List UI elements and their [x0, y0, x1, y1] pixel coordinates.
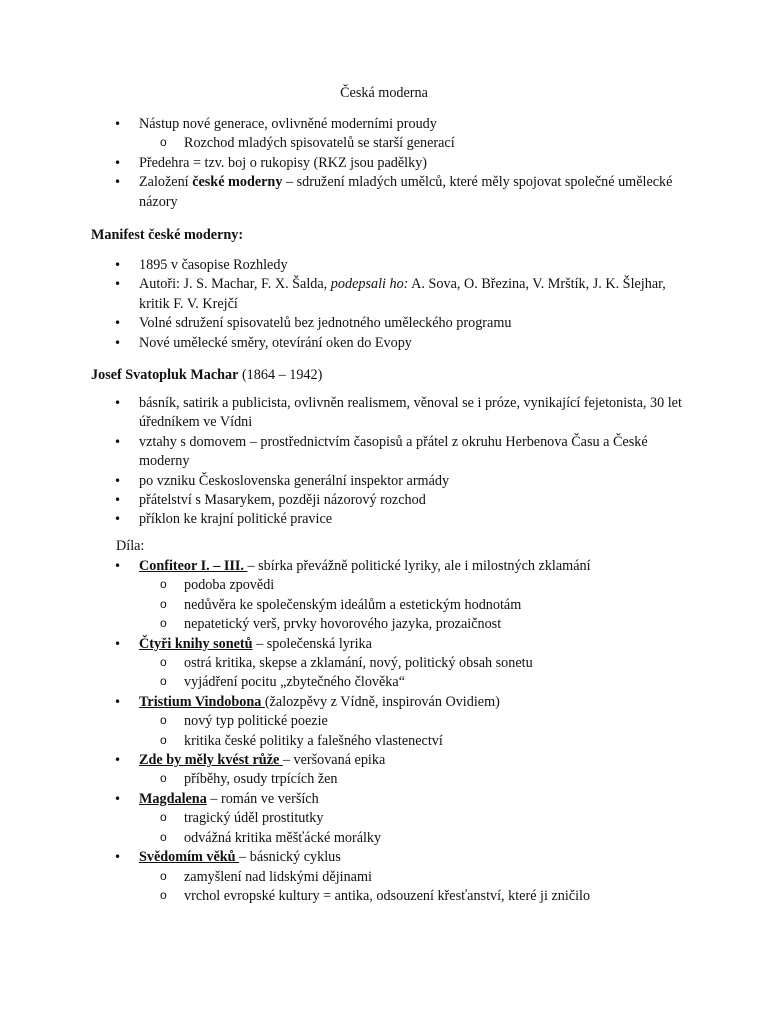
sub-list-item: o Rozchod mladých spisovatelů se starší generací	[0, 134, 768, 153]
section-heading-machar: Josef Svatopluk Machar (1864 – 1942)	[91, 367, 323, 383]
sub-list-item: o kritika české politiky a falešného vlastenectví	[0, 732, 768, 751]
works-label: Díla:	[116, 538, 145, 554]
sub-list-item: o ostrá kritika, skepse a zklamání, nový, politický obsah sonetu	[0, 654, 768, 673]
section-heading-manifest: Manifest české moderny:	[91, 227, 244, 243]
list-item: • vztahy s domovem – prostřednictvím časopisů a přátel z okruhu Herbenova Času a České moderny	[0, 433, 768, 472]
list-item: • Svědomím věků – básnický cyklus	[0, 848, 768, 867]
sub-list-item: o nepatetický verš, prvky hovorového jazyka, prozaičnost	[0, 615, 768, 634]
list-item: • Tristium Vindobona (žalozpěvy z Vídně, inspirován Ovidiem)	[0, 693, 768, 712]
sub-list-item: o vyjádření pocitu „zbytečného člověka“	[0, 673, 768, 692]
list-item: • Confiteor I. – III. – sbírka převážně politické lyriky, ale i milostných zklamání	[0, 557, 768, 576]
list-item: • Magdalena – román ve verších	[0, 790, 768, 809]
list-item: • Čtyři knihy sonetů – společenská lyrika	[0, 635, 768, 654]
works-list	[0, 557, 768, 906]
document-title: Česká moderna	[340, 85, 428, 101]
machar-list	[0, 394, 768, 530]
list-item: • přátelství s Masarykem, později názorový rozchod	[0, 491, 768, 510]
list-item: • po vzniku Československa generální inspektor armády	[0, 472, 768, 491]
list-item: • Zde by měly kvést růže – veršovaná epika	[0, 751, 768, 770]
manifest-list	[0, 256, 768, 353]
list-item: • 1895 v časopise Rozhledy	[0, 256, 768, 275]
list-item: • Volné sdružení spisovatelů bez jednotného uměleckého programu	[0, 314, 768, 333]
sub-list-item: o vrchol evropské kultury = antika, odsouzení křesťanství, které ji zničilo	[0, 887, 768, 906]
sub-list-item: o tragický úděl prostitutky	[0, 809, 768, 828]
sub-list-item: o zamyšlení nad lidskými dějinami	[0, 868, 768, 887]
list-item: • Založení české moderny – sdružení mladých umělců, které měly spojovat společné umělecké názory	[0, 173, 768, 212]
sub-list-item: o nový typ politické poezie	[0, 712, 768, 731]
sub-list-item: o příběhy, osudy trpících žen	[0, 770, 768, 789]
list-item: • Nové umělecké směry, otevírání oken do Evopy	[0, 334, 768, 353]
sub-list-item: o podoba zpovědi	[0, 576, 768, 595]
list-item: • příklon ke krajní politické pravice	[0, 510, 768, 529]
intro-list	[0, 115, 768, 212]
list-item: • básník, satirik a publicista, ovlivněn realismem, věnoval se i próze, vynikající fejetonista, 30 let úředníkem ve Vídni	[0, 394, 768, 433]
sub-list-item: o nedůvěra ke společenským ideálům a estetickým hodnotám	[0, 596, 768, 615]
sub-list-item: o odvážná kritika měšťácké morálky	[0, 829, 768, 848]
list-item: • Předehra = tzv. boj o rukopisy (RKZ jsou padělky)	[0, 154, 768, 173]
list-item: • Nástup nové generace, ovlivněné moderními proudy	[0, 115, 768, 134]
list-item: • Autoři: J. S. Machar, F. X. Šalda, podepsali ho: A. Sova, O. Březina, V. Mrštík, J. K. Šlejhar, kritik F. V. Krejčí	[0, 275, 768, 314]
